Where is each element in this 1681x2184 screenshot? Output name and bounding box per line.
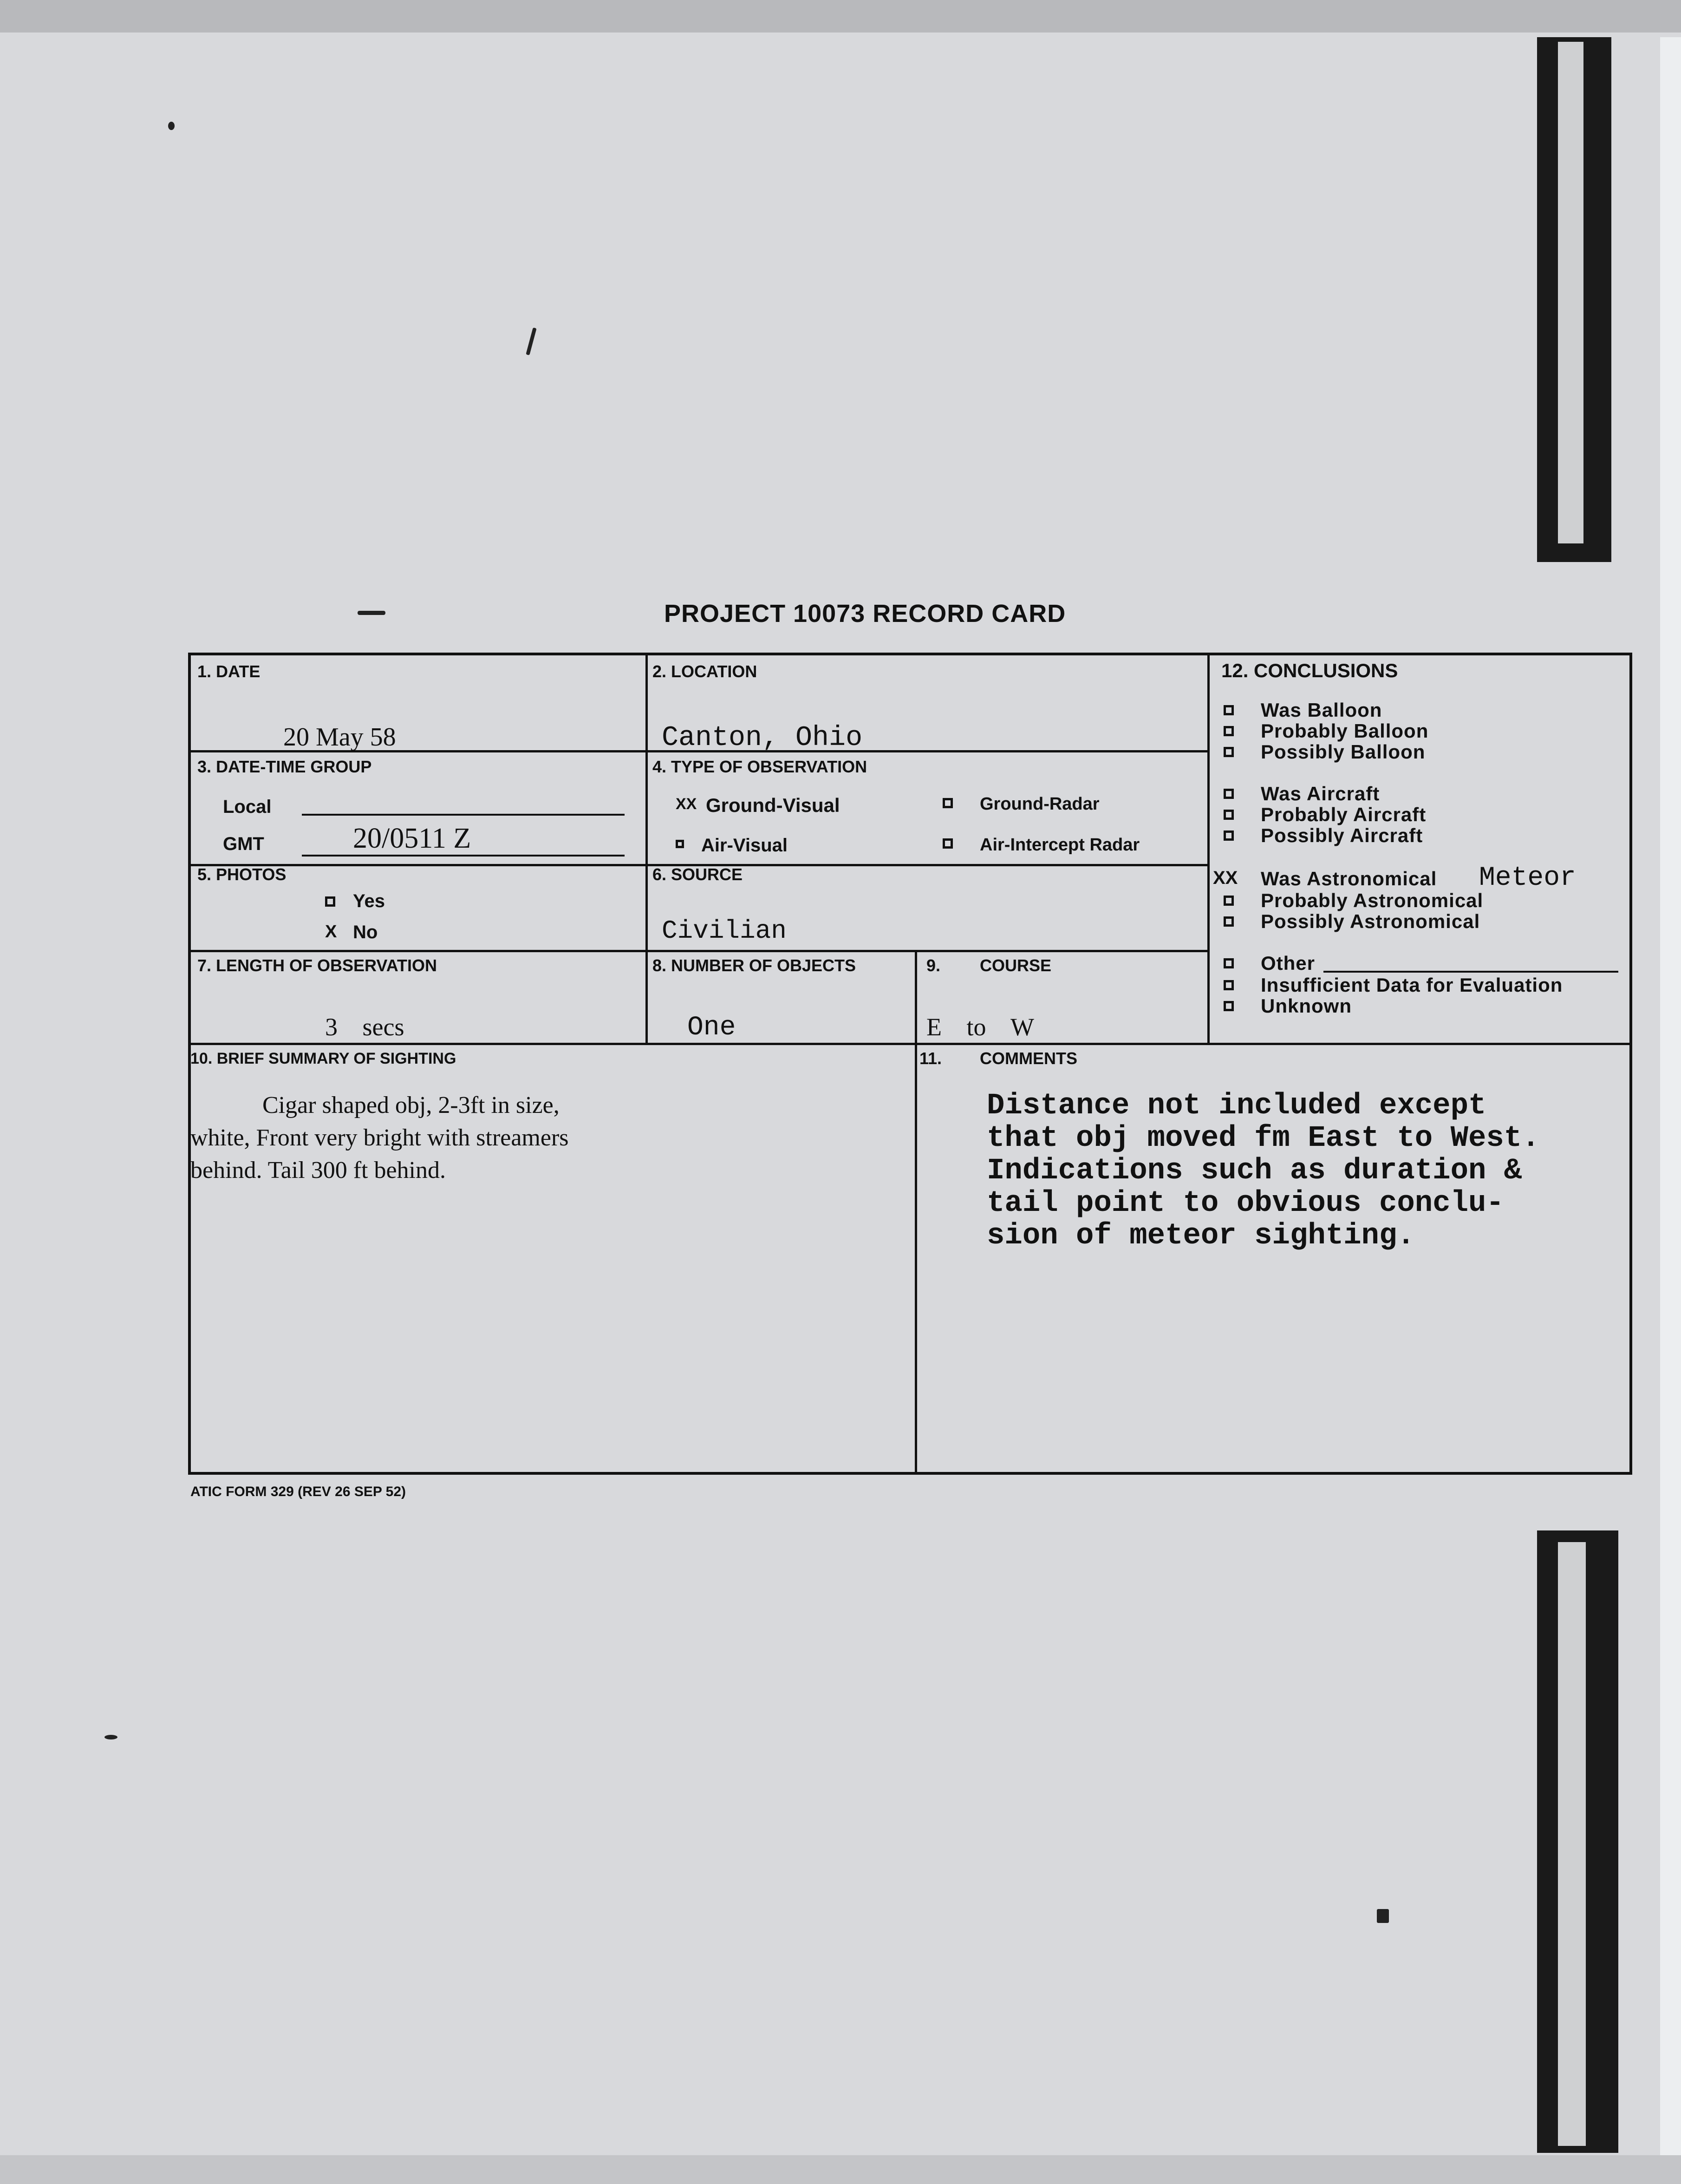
conclusion-checkbox bbox=[1224, 980, 1234, 990]
dust-speck bbox=[526, 327, 536, 355]
column-divider bbox=[915, 950, 917, 1475]
conclusion-item: Was Balloon bbox=[1261, 699, 1382, 721]
date-time-group-label: 3. DATE-TIME GROUP bbox=[197, 757, 372, 776]
comments-number: 11. bbox=[919, 1049, 942, 1068]
photos-no-mark: X bbox=[325, 922, 337, 942]
location-label: 2. LOCATION bbox=[652, 662, 757, 681]
dust-speck bbox=[358, 611, 385, 615]
form-number-footer: ATIC FORM 329 (REV 26 SEP 52) bbox=[190, 1484, 406, 1499]
photos-no-option: No bbox=[353, 922, 378, 942]
gmt-underline bbox=[302, 855, 625, 857]
conclusion-item: Possibly Balloon bbox=[1261, 741, 1426, 763]
local-underline bbox=[302, 814, 625, 816]
course-label: COURSE bbox=[980, 956, 1052, 975]
conclusion-checkbox bbox=[1224, 830, 1234, 841]
brief-summary-label: 10. BRIEF SUMMARY OF SIGHTING bbox=[190, 1050, 456, 1067]
conclusion-checkbox bbox=[1224, 726, 1234, 736]
conclusion-item: Possibly Astronomical bbox=[1261, 910, 1480, 932]
comments-line: tail point to obvious conclu- bbox=[987, 1187, 1504, 1220]
conclusion-checkbox bbox=[1224, 958, 1234, 968]
conclusion-item: Other bbox=[1261, 952, 1316, 974]
comments-label: COMMENTS bbox=[980, 1049, 1077, 1068]
conclusion-item: Probably Astronomical bbox=[1261, 889, 1484, 911]
comments-line: that obj moved fm East to West. bbox=[987, 1122, 1540, 1155]
ground-radar-option: Ground-Radar bbox=[980, 794, 1100, 814]
conclusion-item: Probably Balloon bbox=[1261, 720, 1429, 742]
dust-speck bbox=[1377, 1909, 1389, 1923]
astronomical-note: Meteor bbox=[1479, 863, 1576, 893]
comments-line: Distance not included except bbox=[987, 1089, 1486, 1123]
number-of-objects-label: 8. NUMBER OF OBJECTS bbox=[652, 956, 856, 975]
card-title: PROJECT 10073 RECORD CARD bbox=[664, 600, 1066, 628]
ground-radar-checkbox bbox=[943, 798, 953, 808]
conclusion-checked-mark: XX bbox=[1213, 868, 1238, 888]
course-number: 9. bbox=[926, 956, 941, 975]
row-divider bbox=[188, 950, 1210, 952]
date-label: 1. DATE bbox=[197, 662, 261, 681]
conclusion-checkbox bbox=[1224, 747, 1234, 757]
source-value: Civilian bbox=[662, 916, 787, 946]
conclusion-item-checked: Was Astronomical bbox=[1261, 868, 1437, 889]
conclusion-checkbox bbox=[1224, 1001, 1234, 1011]
conclusion-item: Possibly Aircraft bbox=[1261, 824, 1423, 846]
scan-bottom-border bbox=[0, 2155, 1681, 2184]
comments-line: Indications such as duration & bbox=[987, 1154, 1522, 1188]
air-intercept-radar-option: Air-Intercept Radar bbox=[980, 835, 1140, 855]
summary-line: white, Front very bright with streamers bbox=[190, 1125, 569, 1151]
course-value: E to W bbox=[926, 1013, 1034, 1041]
row-divider bbox=[188, 1043, 1632, 1045]
scan-right-edge bbox=[1660, 37, 1681, 2155]
other-underline bbox=[1323, 971, 1618, 973]
ground-visual-mark: XX bbox=[676, 795, 697, 813]
ground-visual-option: Ground-Visual bbox=[706, 794, 840, 816]
column-divider bbox=[645, 653, 648, 1043]
date-value: 20 May 58 bbox=[283, 723, 396, 752]
conclusion-checkbox bbox=[1224, 916, 1234, 927]
conclusion-item: Probably Aircraft bbox=[1261, 804, 1427, 825]
conclusion-checkbox bbox=[1224, 810, 1234, 820]
photos-yes-checkbox bbox=[325, 896, 335, 907]
photos-yes-option: Yes bbox=[353, 891, 385, 911]
source-label: 6. SOURCE bbox=[652, 865, 743, 884]
conclusions-label: 12. CONCLUSIONS bbox=[1221, 660, 1398, 681]
air-visual-checkbox bbox=[676, 840, 684, 848]
dust-speck bbox=[104, 1735, 117, 1739]
summary-line: Cigar shaped obj, 2-3ft in size, bbox=[262, 1092, 560, 1118]
gmt-label: GMT bbox=[223, 834, 264, 854]
dust-speck bbox=[168, 122, 175, 130]
conclusion-checkbox bbox=[1224, 705, 1234, 715]
conclusion-item: Was Aircraft bbox=[1261, 783, 1380, 804]
photos-label: 5. PHOTOS bbox=[197, 865, 287, 884]
local-label: Local bbox=[223, 797, 272, 817]
gmt-value: 20/0511 Z bbox=[353, 823, 471, 854]
length-label: 7. LENGTH OF OBSERVATION bbox=[197, 956, 437, 975]
column-divider bbox=[1207, 653, 1210, 1043]
length-value: 3 secs bbox=[325, 1013, 404, 1041]
summary-line: behind. Tail 300 ft behind. bbox=[190, 1157, 446, 1184]
conclusion-item: Unknown bbox=[1261, 995, 1352, 1017]
number-of-objects-value: One bbox=[687, 1013, 736, 1043]
conclusion-checkbox bbox=[1224, 896, 1234, 906]
scan-top-border bbox=[0, 0, 1681, 33]
air-visual-option: Air-Visual bbox=[701, 835, 788, 856]
type-of-observation-label: 4. TYPE OF OBSERVATION bbox=[652, 757, 867, 776]
comments-line: sion of meteor sighting. bbox=[987, 1219, 1415, 1253]
conclusion-checkbox bbox=[1224, 789, 1234, 799]
location-value: Canton, Ohio bbox=[662, 722, 863, 754]
air-intercept-radar-checkbox bbox=[943, 838, 953, 849]
conclusion-item: Insufficient Data for Evaluation bbox=[1261, 974, 1563, 996]
